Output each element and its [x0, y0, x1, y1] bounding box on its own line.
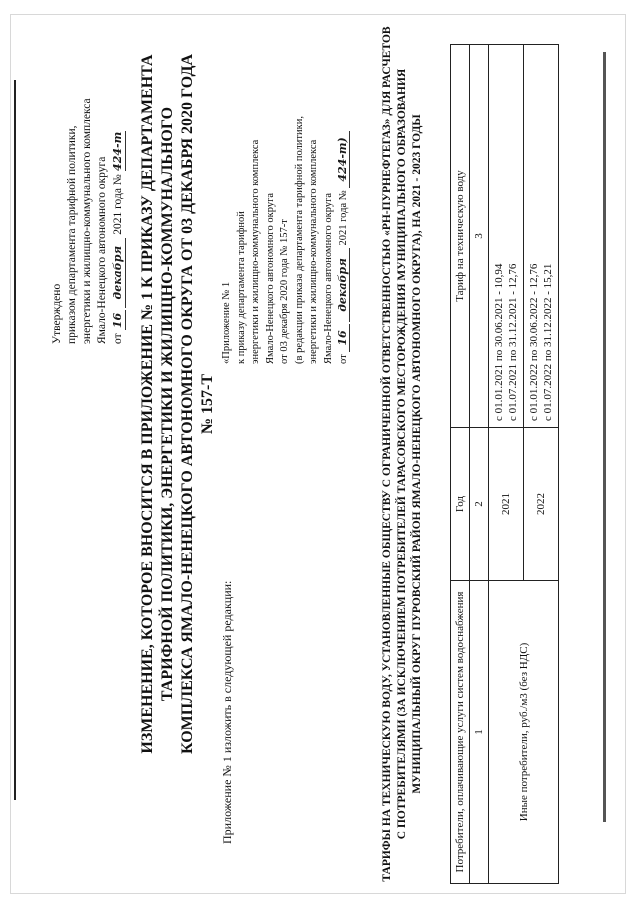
approval-date-year: 2021 года №	[112, 174, 124, 235]
annex-block	[220, 44, 352, 364]
approval-date-line	[110, 44, 126, 344]
document-title: ИЗМЕНЕНИЕ, КОТОРОЕ ВНОСИТСЯ В ПРИЛОЖЕНИЕ № 1 К ПРИКАЗУ ДЕПАРТАМЕНТА ТАРИФНОЙ ПОЛИТИКИ, ЭНЕРГЕТИКИ И ЖИЛИЩНО-КОММУНАЛЬНОГО КОМПЛЕКСА ЯМАЛО-НЕНЕЦКОГО АВТОНОМНОГО ОКРУГА ОТ 03 ДЕКАБРЯ 2020 ГОДА № 157-Т	[139, 53, 216, 754]
annex-number: 424-т)	[336, 131, 350, 187]
column-number: 1	[470, 581, 489, 884]
annex-line: к приказу департамента тарифной	[235, 211, 247, 364]
annex-line: от 03 декабря 2020 года № 157-т	[279, 219, 290, 364]
tariff-period: с 01.07.2022 по 31.12.2022 - 15,21	[542, 263, 554, 421]
annex-line: Ямало-Ненецкого автономного округа	[322, 192, 334, 364]
table-header-row	[451, 45, 470, 884]
approval-line: приказом департамента тарифной политики,	[66, 125, 78, 344]
annex-line: «Приложение № 1	[221, 281, 232, 364]
approval-line: Ямало-Ненецкого автономного округа	[96, 156, 108, 344]
header-consumers: Потребители, оплачивающие услуги систем водоснабжения	[451, 581, 470, 884]
column-number: 2	[470, 428, 489, 581]
tariff-subtitle: ТАРИФЫ НА ТЕХНИЧЕСКУЮ ВОДУ, УСТАНОВЛЕННЫЕ ОБЩЕСТВУ С ОГРАНИЧЕННОЙ ОТВЕТСТВЕННОСТЬЮ «РН-ПУРНЕФТЕГАЗ» ДЛЯ РАСЧЕТОВ С ПОТРЕБИТЕЛЯМИ (ЗА ИСКЛЮЧЕНИЕМ ПОТРЕБИТЕЛЕЙ ТАРАСОВСКОГО МЕСТОРОЖДЕНИЯ МУНИЦИПАЛЬНОГО ОБРАЗОВАНИЯ МУНИЦИПАЛЬНЫЙ ОКРУГ ПУРОВСКИЙ РАЙОН ЯМАЛО-НЕНЕЦКОГО АВТОНОМНОГО ОКРУГА), НА 2021 - 2023 ГОДЫ	[381, 26, 423, 882]
annex-line: энергетики и жилищно-коммунального комплекса	[250, 139, 261, 364]
annex-date-prefix: от	[338, 354, 349, 364]
approval-number: 424-т	[111, 131, 124, 171]
tariff-period: с 01.07.2021 по 31.12.2021 - 12,76	[507, 263, 519, 421]
column-number: 3	[470, 45, 489, 428]
annex-date-year: 2021 года №	[338, 190, 349, 246]
year-cell: 2022	[524, 428, 559, 581]
rotated-document-page	[20, 24, 612, 904]
annex-line: (в редакции приказа департамента тарифной политики,	[293, 116, 305, 364]
annex-date-month: декабря	[336, 248, 350, 322]
approval-date-prefix: от	[112, 333, 124, 344]
year-cell: 2021	[489, 428, 524, 581]
header-tariff: Тариф на техническую воду	[451, 45, 470, 428]
scan-edge-line	[14, 80, 16, 800]
tariff-period: с 01.01.2021 по 30.06.2021 - 10,94	[493, 263, 505, 421]
approval-heading: Утверждено	[51, 283, 63, 344]
approval-date-month: декабря	[110, 238, 126, 308]
approval-date-day: 16	[110, 311, 126, 331]
approval-line: энергетики и жилищно-коммунального комплекса	[81, 98, 93, 344]
intro-text: Приложение № 1 изложить в следующей редакции:	[220, 580, 234, 844]
annex-line: энергетики и жилищно-коммунального комплекса	[308, 139, 319, 364]
tariff-table	[450, 44, 559, 884]
tariff-cell	[524, 45, 559, 428]
consumer-cell: Иные потребители, руб./м3 (без НДС)	[489, 581, 559, 884]
tariff-period: с 01.01.2022 по 30.06.2022 - 12,76	[528, 263, 540, 421]
annex-date-line	[336, 44, 352, 364]
tariff-cell	[489, 45, 524, 428]
table-number-row	[470, 45, 489, 884]
annex-line: Ямало-Ненецкого автономного округа	[264, 192, 276, 364]
header-year: Год	[451, 428, 470, 581]
table-row	[489, 45, 524, 884]
annex-date-day: 16	[336, 324, 350, 351]
approval-block	[50, 44, 126, 344]
